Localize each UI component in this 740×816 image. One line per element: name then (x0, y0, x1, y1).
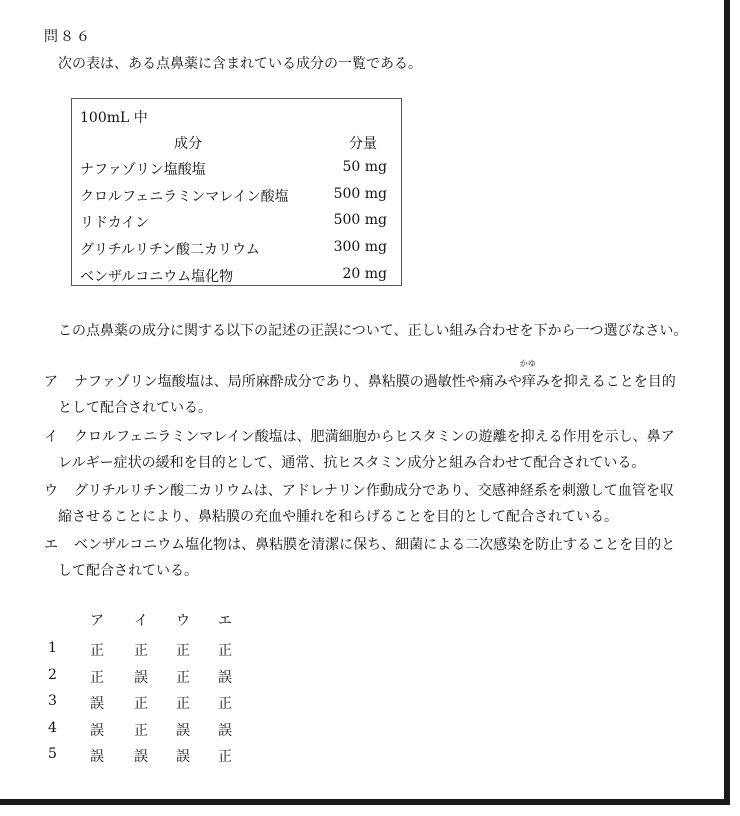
option-value: 正 (218, 643, 232, 659)
answer-header: エ (218, 613, 232, 629)
answer-header-row (44, 610, 264, 634)
option-value: 誤 (90, 749, 104, 765)
table-row (80, 186, 387, 206)
option-value: 誤 (90, 696, 104, 712)
ingredient-amount: 500 mg (333, 186, 387, 202)
table-header-amount: 分量 (349, 136, 377, 152)
option-value: 誤 (90, 723, 104, 739)
option-value: 正 (218, 696, 232, 712)
statement-a (44, 359, 692, 421)
ingredient-amount: 300 mg (333, 239, 387, 255)
option-value: 誤 (218, 723, 232, 739)
option-value: 誤 (176, 723, 190, 739)
option-value: 正 (176, 696, 190, 712)
statement-marker: イ (44, 429, 58, 445)
statement-e (44, 532, 692, 584)
question-intro: 次の表は、ある点鼻薬に含まれている成分の一覧である。 (58, 56, 422, 72)
option-number: 5 (48, 746, 57, 762)
table-row (80, 159, 387, 179)
option-value: 正 (134, 696, 148, 712)
ingredient-name: クロルフェニラミンマレイン酸塩 (80, 189, 289, 205)
statement-line: ナファゾリン塩酸塩は、局所麻酔成分であり、鼻粘膜の過敏性や痛みや かゆ 痒みを抑えることを目的 (44, 369, 692, 395)
statement-marker: ウ (44, 483, 58, 499)
statement-line: グリチルリチン酸二カリウムは、アドレナリン作動成分であり、交感神経系を刺激して血管を収 (74, 483, 674, 499)
ingredient-amount: 500 mg (333, 212, 387, 228)
option-number: 4 (48, 720, 57, 736)
answer-option-4 (44, 720, 264, 744)
statement-line: して配合されている。 (58, 563, 198, 579)
table-header-name: 成分 (174, 136, 202, 152)
answer-header: ウ (176, 613, 190, 629)
statement-u (44, 478, 692, 530)
option-value: 正 (218, 749, 232, 765)
ingredient-name: ベンザルコニウム塩化物 (80, 269, 234, 285)
question-instruction: この点鼻薬の成分に関する以下の記述の正誤について、正しい組み合わせを下から一つ選びなさい。 (58, 323, 688, 339)
statement-line: として配合されている。 (58, 400, 212, 416)
option-value: 誤 (134, 749, 148, 765)
statement-marker: エ (44, 537, 58, 553)
ingredient-amount: 20 mg (342, 266, 387, 282)
answer-header: ア (90, 613, 104, 629)
answer-header: イ (134, 613, 148, 629)
option-number: 2 (48, 667, 57, 683)
option-number: 3 (48, 693, 57, 709)
option-value: 正 (134, 643, 148, 659)
table-row (80, 212, 387, 232)
option-value: 正 (90, 643, 104, 659)
table-caption: 100mL 中 (80, 110, 148, 126)
option-value: 正 (176, 670, 190, 686)
statement-i (44, 424, 692, 476)
statement-line: ベンザルコニウム塩化物は、鼻粘膜を清潔に保ち、細菌による二次感染を防止することを目的と (74, 537, 676, 553)
statement-line: レルギー症状の緩和を目的として、通常、抗ヒスタミン成分と組み合わせて配合されている。 (58, 455, 646, 471)
statement-line: 縮させることにより、鼻粘膜の充血や腫れを和らげることを目的として配合されている。 (58, 509, 618, 525)
option-value: 正 (90, 670, 104, 686)
option-value: 正 (176, 643, 190, 659)
ingredient-amount: 50 mg (342, 159, 387, 175)
answer-option-2 (44, 667, 264, 691)
option-value: 誤 (218, 670, 232, 686)
statement-marker: ア (44, 374, 58, 390)
ruby-word: かゆ 痒 (519, 359, 536, 390)
ingredient-name: ナファゾリン塩酸塩 (80, 162, 206, 178)
table-row (80, 239, 387, 259)
ingredient-name: グリチルリチン酸二カリウム (80, 242, 260, 258)
table-row (80, 266, 387, 286)
option-value: 誤 (134, 670, 148, 686)
answer-option-1 (44, 640, 264, 664)
ruby-reading: かゆ (519, 359, 536, 368)
option-value: 誤 (176, 749, 190, 765)
question-number: 問８６ (44, 29, 92, 45)
answer-option-5 (44, 746, 264, 770)
option-number: 1 (48, 640, 57, 656)
ingredient-table (71, 98, 402, 286)
answer-option-3 (44, 693, 264, 717)
option-value: 正 (134, 723, 148, 739)
statement-line: クロルフェニラミンマレイン酸塩は、肥満細胞からヒスタミンの遊離を抑える作用を示し、鼻ア (74, 429, 675, 445)
ingredient-name: リドカイン (80, 215, 150, 231)
